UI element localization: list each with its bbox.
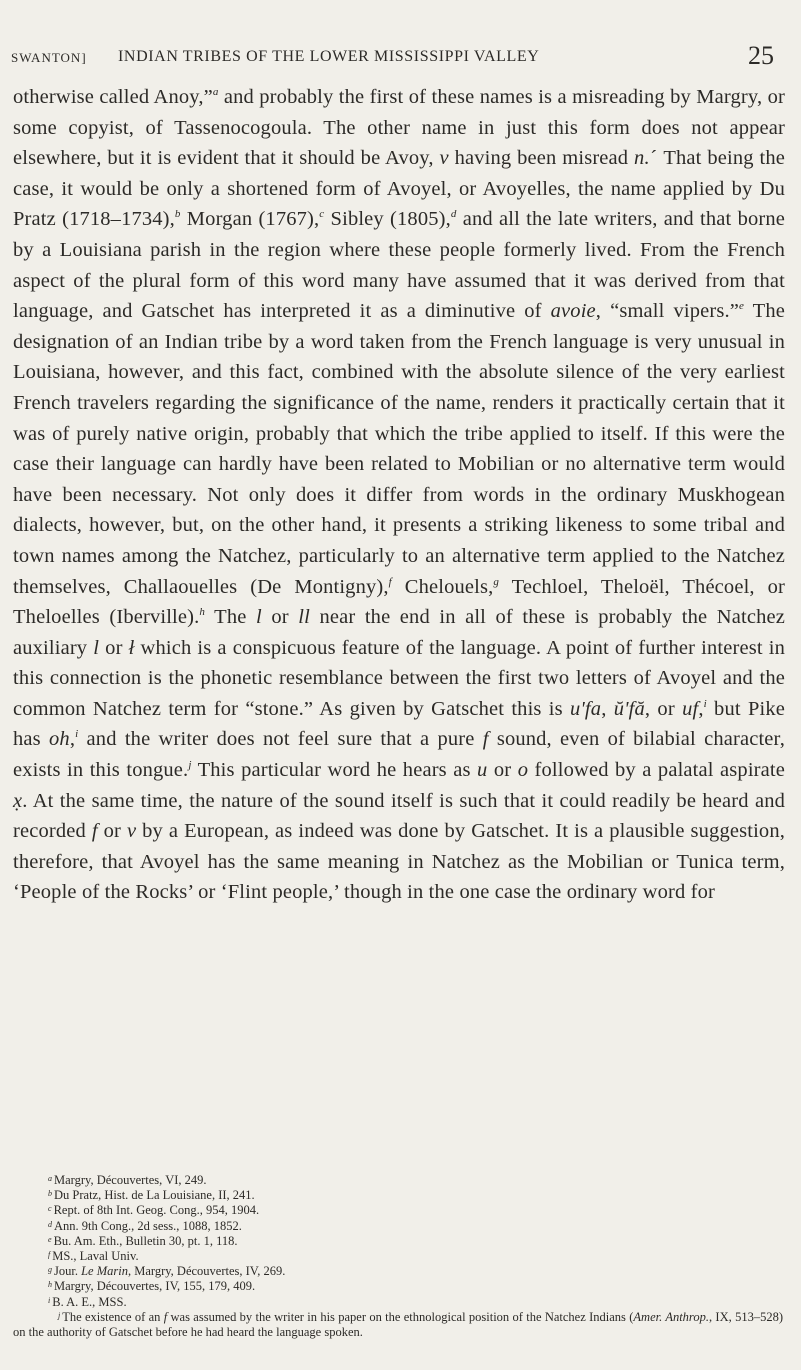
running-head-author: SWANTON] [11, 50, 87, 65]
body-paragraph: otherwise called Anoy,”$^a$ and probably the first of these names is a misreading by Margry, or some copyist, of Tassenocogoula. The other name in just this form does not appear elsewhere, but it is evident that it should be Avoy, v having been misread n.ˊ That being the case, it would be only a shortened form of Avoyel, or Avoyelles, the name applied by Du Pratz (1718–1734),$^b$ Morgan (1767),$^c$ Sibley (1805),$^d$ and all the late writers, and that borne by a Louisiana parish in the region where these people formerly lived. From the French aspect of the plural form of this word many have assumed that it was derived from that language, and Gatschet has interpreted it as a diminutive of avoie, “small vipers.”$^e$ The designation of an Indian tribe by a word taken from the French language is very unusual in Louisiana, however, and this fact, combined with the absolute silence of the very earliest French travelers regarding the significance of the name, renders it practically certain that it was of purely native origin, probably that which the tribe applied to itself. If this were the case their language can hardly have been related to Mobilian or no alternative term would have been necessary. Not only does it differ from words in the ordinary Muskhogean dialects, however, but, on the other hand, it presents a striking likeness to some tribal and town names among the Natchez, particularly to an alternative term applied to the Natchez themselves, Challaouelles (De Montigny),$^f$ Chelouels,$^g$ Techloel, Theloël, Thécoel, or Theloelles (Iberville).$^h$ The l or ll near the end in all of these is probably the Natchez auxiliary l or ł which is a conspicuous feature of the language. A point of further interest in this connection is the phonetic resemblance between the first two letters of Avoyel and the common Natchez term for “stone.” As given by Gatschet this is u'fa, ŭ'fă, or uf,$^i$ but Pike has oh,$^i$ and the writer does not feel sure that a pure f sound, even of bilabial character, exists in this tongue.$^j$ This particular word he hears as u or o followed by a palatal aspirate x̣. At the same time, the nature of the sound itself is such that it could readily be heard and recorded f or v by a European, as indeed was done by Gatschet. It is a plausible suggestion, therefore, that Avoyel has the same meaning in Natchez as the Mobilian or Tunica term, ‘People of the Rocks’ or ‘Flint people,’ though in the one case the ordinary word for [13, 86, 786, 904]
footnotes [13, 1173, 783, 1340]
footnote-ref: c [319, 208, 325, 221]
footnote: $^c$ Rept. of 8th Int. Geog. Cong., 954, 1904. [48, 1203, 260, 1218]
footnote: $^i$ B. A. E., MSS. [48, 1294, 127, 1309]
footnote: $^f$ MS., Laval Univ. [48, 1249, 139, 1264]
footnote-ref: f [388, 575, 392, 588]
footnote: $^h$ Margry, Découvertes, IV, 155, 179, 409. [48, 1279, 256, 1294]
footnote: $^d$ Ann. 9th Cong., 2d sess., 1088, 1852. [48, 1218, 242, 1233]
footnote: $^e$ Bu. Am. Eth., Bulletin 30, pt. 1, 118. [48, 1233, 238, 1248]
running-head [11, 41, 774, 78]
footnote: $^b$ Du Pratz, Hist. de La Louisiane, II, 241. [48, 1188, 255, 1203]
page-number: 25 [748, 41, 774, 70]
footnote: $^g$ Jour. Le Marin, Margry, Découvertes, IV, 269. [48, 1264, 286, 1279]
footnote-ref: i [703, 697, 707, 710]
running-head-title: INDIAN TRIBES OF THE LOWER MISSISSIPPI VALLEY [118, 48, 540, 65]
footnote-ref: a [212, 86, 219, 98]
footnote-ref: g [493, 575, 500, 588]
footnote-ref: i [75, 728, 79, 741]
footnote: $^a$ Margry, Découvertes, VI, 249. [48, 1173, 207, 1187]
footnote-ref: b [174, 208, 181, 221]
footnote: $^j$ The existence of an f was assumed by the writer in his paper on the ethnological position of the Natchez Indians (Amer. Anthrop., IX, 513–528) on the authority of Gatschet before he had heard the language spoken. [13, 1309, 783, 1340]
footnote-ref: j [188, 759, 192, 772]
footnote-ref: d [450, 208, 457, 221]
footnote-ref: h [199, 606, 206, 619]
footnote-ref: e [739, 300, 745, 313]
